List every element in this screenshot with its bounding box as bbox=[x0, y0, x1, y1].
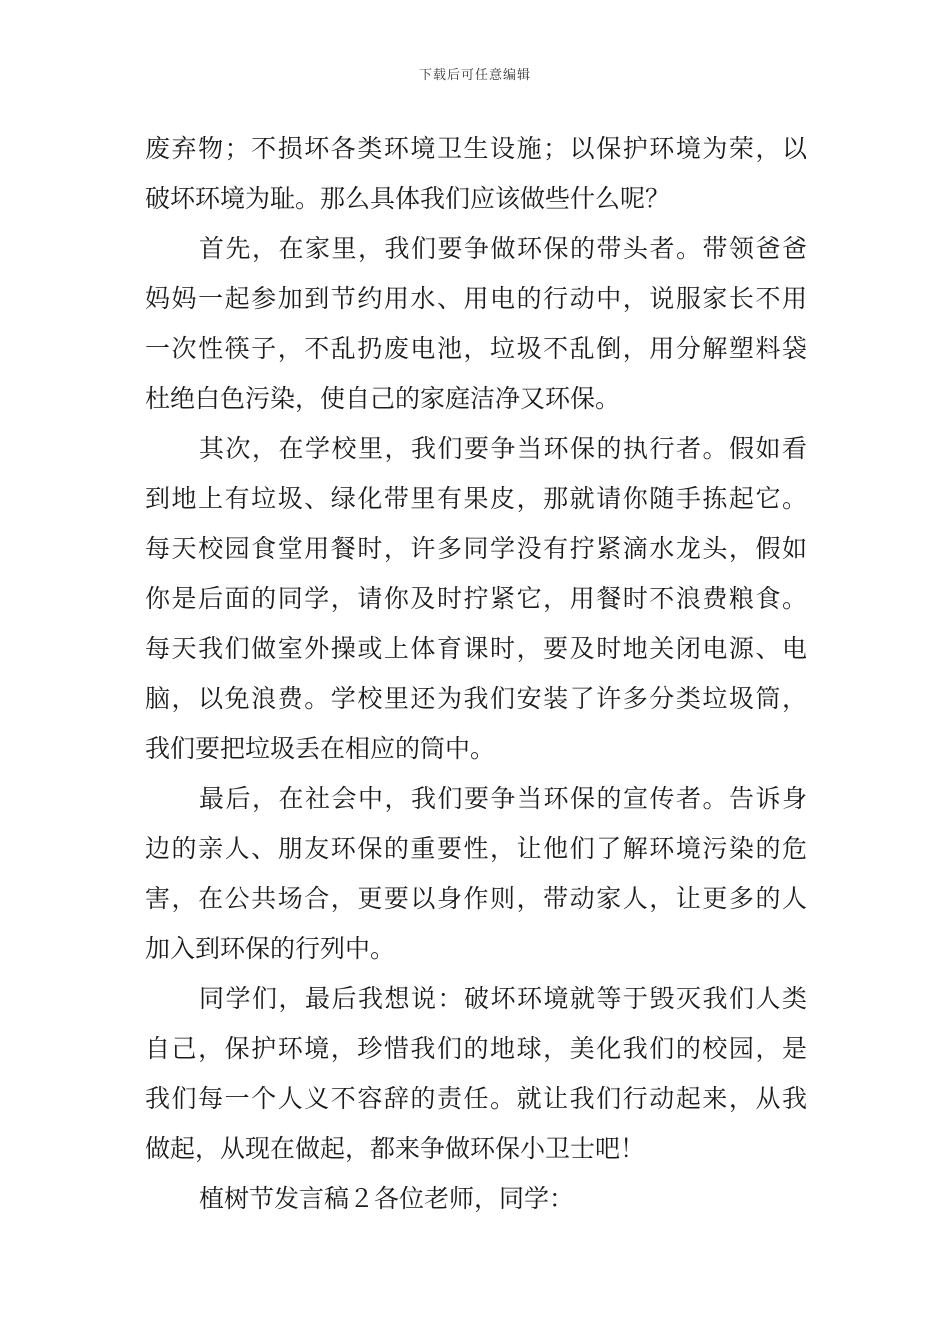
text-line: 废弃物；不损坏各类环境卫生设施；以保护环境为荣，以 bbox=[145, 134, 807, 163]
text-line: 妈妈一起参加到节约用水、用电的行动中，说服家长不用 bbox=[145, 284, 807, 313]
page-header-note: 下载后可任意编辑 bbox=[418, 68, 531, 83]
text-line: 杜绝白色污染，使自己的家庭洁净又环保。 bbox=[145, 384, 621, 413]
paragraph bbox=[145, 424, 807, 774]
paragraph bbox=[145, 1174, 807, 1224]
text-line: 每天校园食堂用餐时，许多同学没有拧紧滴水龙头，假如 bbox=[145, 534, 807, 563]
text-line: 其次，在学校里，我们要争当环保的执行者。假如看 bbox=[199, 434, 807, 463]
paragraph bbox=[145, 224, 807, 424]
paragraph bbox=[145, 124, 807, 224]
paragraph bbox=[145, 774, 807, 974]
text-line: 首先，在家里，我们要争做环保的带头者。带领爸爸 bbox=[199, 234, 807, 263]
section-heading-line: 植树节发言稿２各位老师，同学： bbox=[199, 1184, 575, 1213]
paragraph bbox=[145, 974, 807, 1174]
text-line: 自己，保护环境，珍惜我们的地球，美化我们的校园，是 bbox=[145, 1034, 807, 1063]
text-line: 我们要把垃圾丢在相应的筒中。 bbox=[145, 734, 496, 763]
text-line: 脑，以免浪费。学校里还为我们安装了许多分类垃圾筒， bbox=[145, 684, 807, 713]
text-line: 边的亲人、朋友环保的重要性，让他们了解环境污染的危 bbox=[145, 834, 807, 863]
document-body bbox=[145, 124, 807, 1224]
text-line: 你是后面的同学，请你及时拧紧它，用餐时不浪费粮食。 bbox=[145, 584, 807, 613]
text-line: 做起，从现在做起，都来争做环保小卫士吧！ bbox=[145, 1134, 646, 1163]
text-line: 加入到环保的行列中。 bbox=[145, 934, 396, 963]
text-line: 一次性筷子，不乱扔废电池，垃圾不乱倒，用分解塑料袋 bbox=[145, 334, 807, 363]
text-line: 我们每一个人义不容辞的责任。就让我们行动起来，从我 bbox=[145, 1084, 807, 1113]
text-line: 最后，在社会中，我们要争当环保的宣传者。告诉身 bbox=[199, 784, 807, 813]
text-line: 破坏环境为耻。那么具体我们应该做些什么呢？ bbox=[145, 184, 671, 213]
text-line: 每天我们做室外操或上体育课时，要及时地关闭电源、电 bbox=[145, 634, 807, 663]
text-line: 同学们，最后我想说：破坏环境就等于毁灭我们人类 bbox=[199, 984, 807, 1013]
text-line: 到地上有垃圾、绿化带里有果皮，那就请你随手拣起它。 bbox=[145, 484, 807, 513]
text-line: 害，在公共场合，更要以身作则，带动家人，让更多的人 bbox=[145, 884, 807, 913]
